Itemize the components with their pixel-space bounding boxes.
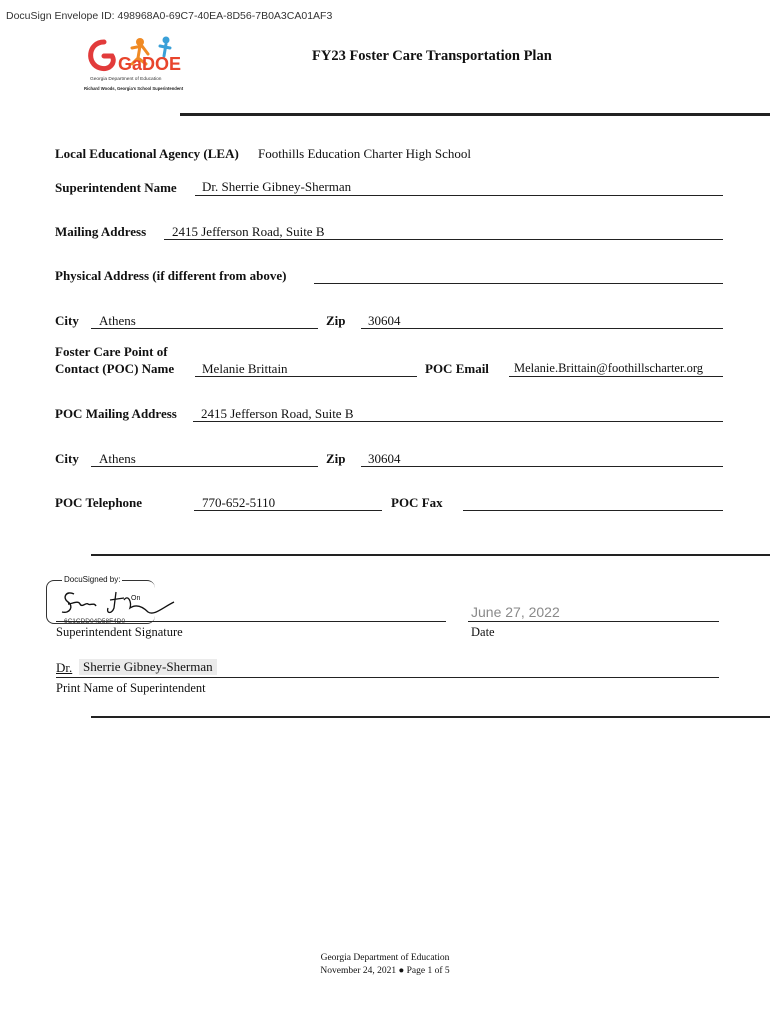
zip-label: Zip [326, 313, 346, 328]
lea-value: Foothills Education Charter High School [258, 146, 472, 161]
poc-city-label: City [55, 451, 79, 466]
superintendent-field[interactable]: Dr. Sherrie Gibney-Sherman [202, 179, 352, 194]
gadoe-logo-graphic [82, 34, 192, 96]
physical-address-line [314, 283, 723, 284]
poc-zip-line [361, 466, 723, 467]
poc-fax-line [463, 510, 723, 511]
document-title: FY23 Foster Care Transportation Plan [312, 48, 552, 64]
date-line [468, 621, 719, 622]
print-name-line [56, 677, 719, 678]
logo-tagline: Richard Woods, Georgia's School Superintendent [84, 86, 184, 91]
docusigned-by-label: DocuSigned by: [64, 575, 121, 584]
poc-fax-label: POC Fax [391, 495, 443, 510]
physical-address-label: Physical Address (if different from above) [55, 268, 287, 283]
section-separator [91, 554, 770, 556]
logo-text: GaDOE [118, 54, 182, 74]
poc-email-label: POC Email [425, 361, 489, 376]
poc-zip-field[interactable]: 30604 [368, 451, 401, 466]
poc-email-line [509, 376, 723, 377]
date-label: Date [471, 625, 495, 639]
print-name-field[interactable]: Sherrie Gibney-Sherman [79, 659, 217, 675]
signature-line [56, 621, 446, 622]
print-name-prefix: Dr. [56, 660, 73, 675]
poc-city-field[interactable]: Athens [99, 451, 136, 466]
city-field[interactable]: Athens [99, 313, 136, 328]
print-name-label: Print Name of Superintendent [56, 681, 206, 695]
poc-name-field[interactable]: Melanie Brittain [202, 361, 288, 376]
signature-separator [91, 716, 770, 718]
poc-mailing-label: POC Mailing Address [55, 406, 177, 421]
signature-image [58, 586, 183, 618]
signature-label: Superintendent Signature [56, 625, 183, 639]
poc-telephone-field[interactable]: 770-652-5110 [202, 495, 276, 510]
header-divider [180, 113, 770, 116]
signature-date-field[interactable]: June 27, 2022 [471, 604, 560, 620]
logo-subtitle: Georgia Department of Education [90, 77, 162, 82]
signature-id: 6C1CDD04D58F4D0 [64, 618, 126, 625]
superintendent-field-line [195, 195, 723, 196]
city-label: City [55, 313, 79, 328]
superintendent-label: Superintendent Name [55, 180, 177, 195]
poc-telephone-label: POC Telephone [55, 495, 143, 510]
svg-text:On: On [131, 595, 141, 602]
docusign-envelope-id: DocuSign Envelope ID: 498968A0-69C7-40EA-8D56-7B0A3CA01AF3 [6, 10, 333, 22]
footer-date-page: November 24, 2021 ● Page 1 of 5 [320, 966, 450, 976]
poc-email-field[interactable]: Melanie.Brittain@foothillscharter.org [514, 361, 704, 375]
mailing-address-field[interactable]: 2415 Jefferson Road, Suite B [172, 224, 325, 239]
gadoe-logo [82, 34, 192, 96]
poc-label-line1: Foster Care Point of [55, 344, 168, 359]
mailing-address-label: Mailing Address [55, 224, 147, 239]
poc-zip-label: Zip [326, 451, 346, 466]
zip-line [361, 328, 723, 329]
poc-label-line2: Contact (POC) Name [55, 361, 175, 376]
poc-mailing-field[interactable]: 2415 Jefferson Road, Suite B [201, 406, 354, 421]
footer-organization: Georgia Department of Education [320, 953, 450, 963]
zip-field[interactable]: 30604 [368, 313, 401, 328]
lea-label: Local Educational Agency (LEA) [55, 146, 239, 161]
